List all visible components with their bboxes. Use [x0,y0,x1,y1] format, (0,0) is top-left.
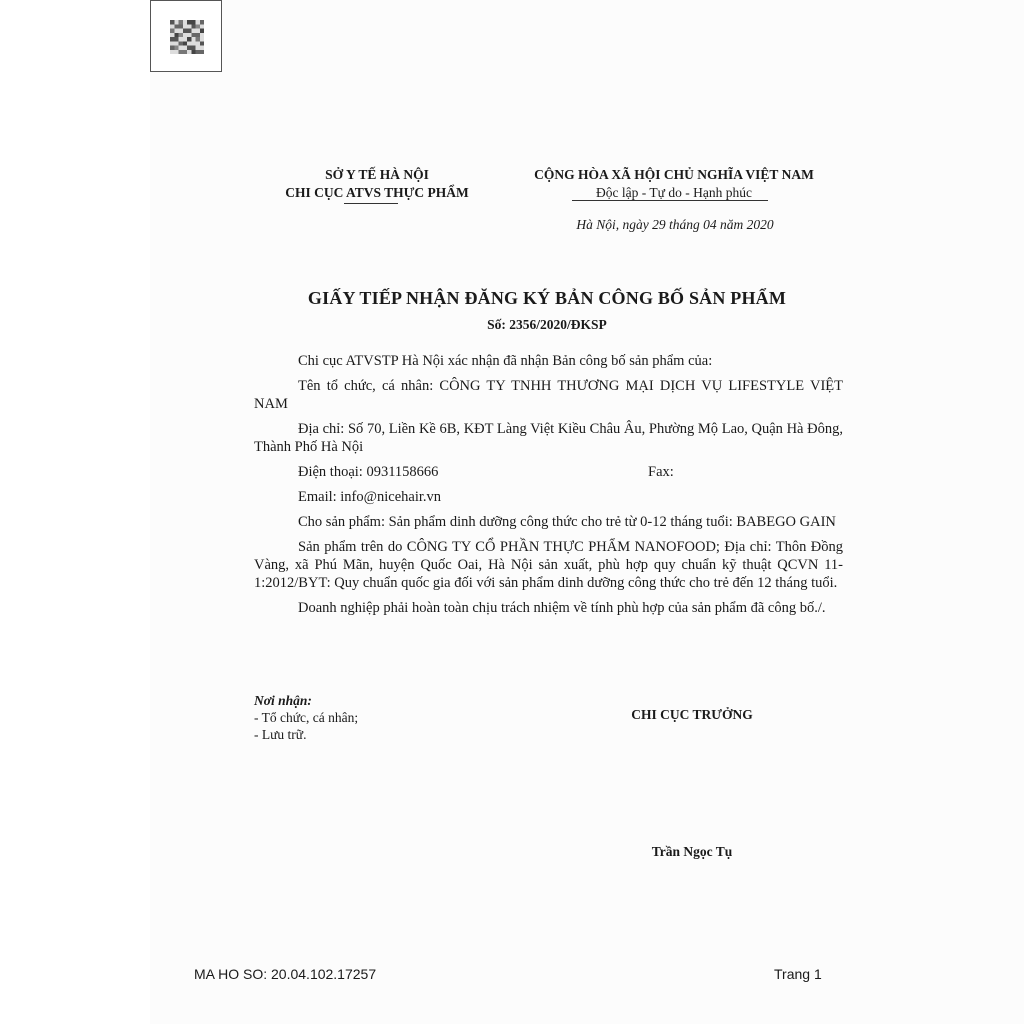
agency-name: CHI CỤC ATVS THỰC PHẨM [285,185,469,200]
recipient-item: - Lưu trữ. [254,727,307,742]
phone-fax-line [254,463,843,481]
signer-title: CHI CỤC TRƯỞNG [631,707,753,722]
responsibility-paragraph: Doanh nghiệp phải hoàn toàn chịu trách nhiệm về tính phù hợp của sản phẩm đã công bố./. [298,600,826,616]
fax-text: Fax: [648,464,674,480]
qr-code-frame [150,0,222,72]
document-body [254,352,843,624]
page-number: Trang 1 [774,966,822,982]
phone-text: Điện thoại: 0931158666 [298,464,439,480]
national-motto: Độc lập - Tự do - Hạnh phúc [596,185,752,200]
document-title: GIẤY TIẾP NHẬN ĐĂNG KÝ BẢN CÔNG BỐ SẢN PHẨM [307,288,787,308]
product-paragraph: Cho sản phẩm: Sản phẩm dinh dưỡng công thức cho trẻ từ 0-12 tháng tuổi: BABEGO GAIN [298,514,836,530]
recipient-item: - Tổ chức, cá nhân; [254,710,359,725]
document-date: Hà Nội, ngày 29 tháng 04 năm 2020 [576,217,774,232]
address-paragraph: Địa chỉ: Số 70, Liền Kề 6B, KĐT Làng Việt Kiều Châu Âu, Phường Mộ Lao, Quận Hà Đông, Thành Phố Hà Nội [254,421,843,455]
org-name-paragraph: Tên tổ chức, cá nhân: CÔNG TY TNHH THƯƠNG MẠI DỊCH VỤ LIFESTYLE VIỆT NAM [254,378,843,412]
agency-parent: SỞ Y TẾ HÀ NỘI [325,167,429,182]
motto-underline [572,200,768,201]
national-header [510,166,838,202]
email-paragraph: Email: info@nicehair.vn [298,489,442,505]
country-name: CỘNG HÒA XÃ HỘI CHỦ NGHĨA VIỆT NAM [534,167,814,182]
file-code: MA HO SO: 20.04.102.17257 [194,966,377,982]
recipients-heading: Nơi nhận: [254,693,312,708]
agency-underline [344,203,398,204]
manufacturer-paragraph: Sản phẩm trên do CÔNG TY CỔ PHẦN THỰC PHẨM NANOFOOD; Địa chỉ: Thôn Đồng Vàng, xã Phú Mãn, huyện Quốc Oai, Hà Nội sản xuất, phù hợp quy chuẩn kỹ thuật QCVN 11-1:2012/BYT: Quy chuẩn quốc gia đối với sản phẩm dinh dưỡng công thức cho trẻ đến 12 tháng tuổi. [254,539,843,591]
document-number: Số: 2356/2020/ĐKSP [487,317,607,332]
intro-paragraph: Chi cục ATVSTP Hà Nội xác nhận đã nhận Bản công bố sản phẩm của: [298,353,713,369]
signer-name: Trần Ngọc Tụ [651,844,733,859]
issuing-agency [262,166,492,202]
qr-code-icon [170,20,204,54]
recipients-block [254,692,358,743]
